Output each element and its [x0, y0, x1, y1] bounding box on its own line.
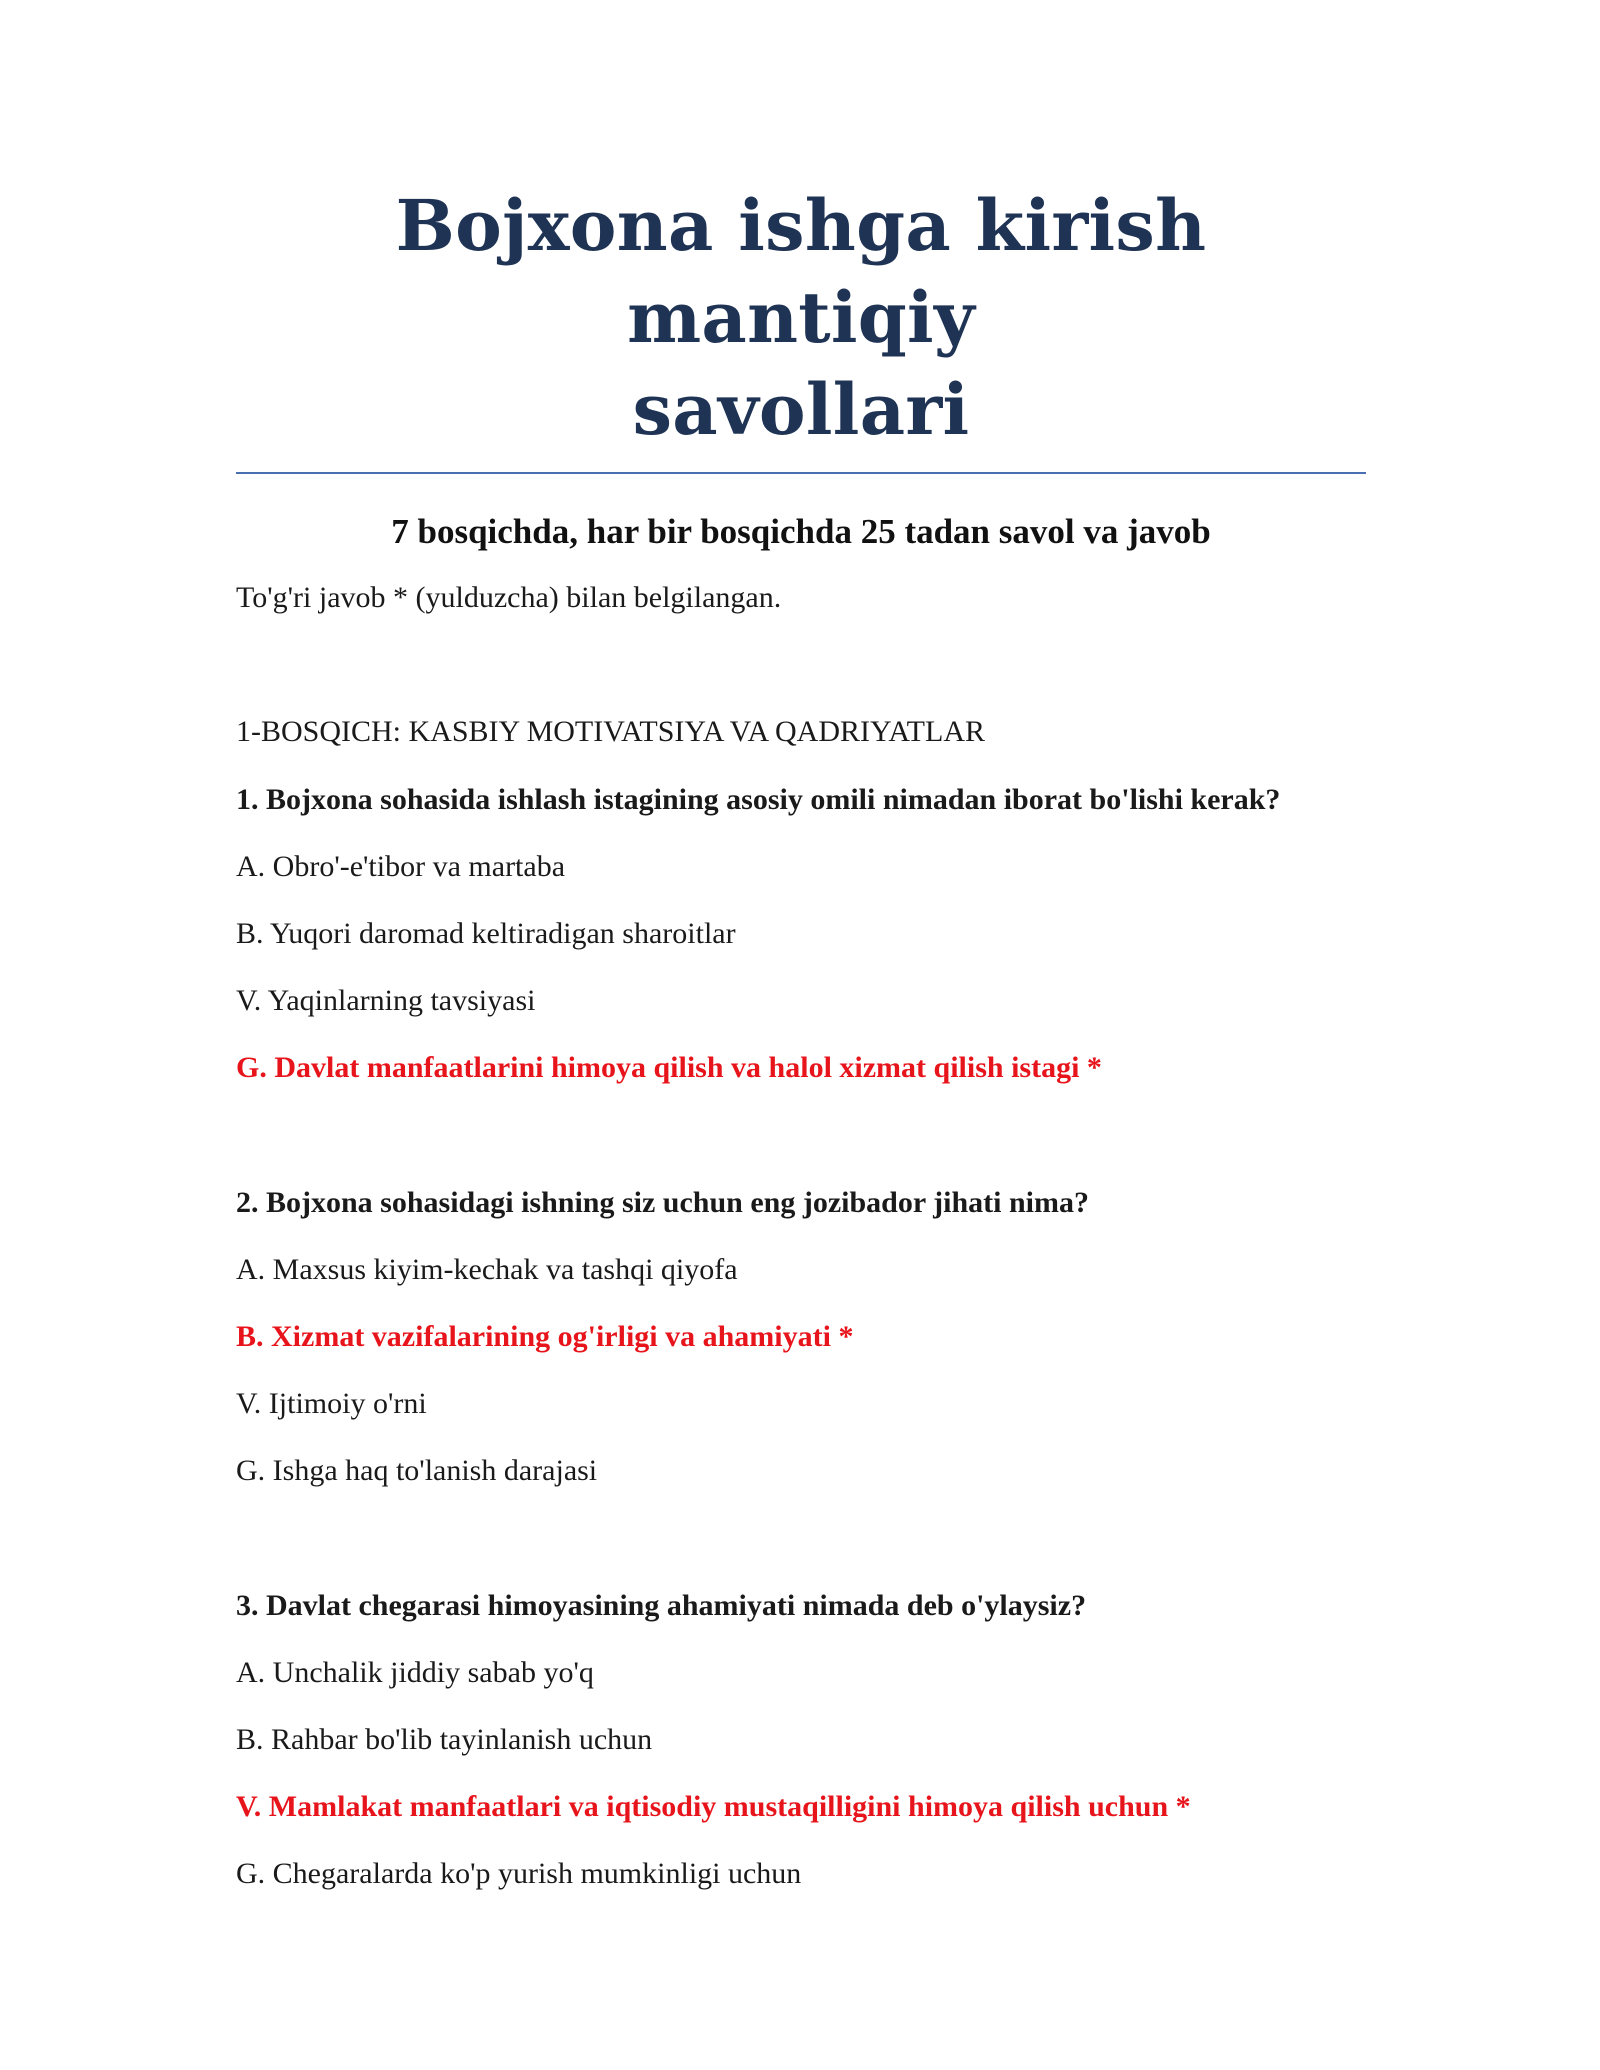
- document-page: [236, 180, 1366, 1894]
- answer-option: V. Ijtimoiy o'rni: [236, 1387, 427, 1420]
- question-text: 3. Davlat chegarasi himoyasining ahamiyati nimada deb o'ylaysiz?: [236, 1589, 1087, 1622]
- question-2: [236, 1183, 1366, 1491]
- correct-answer-option: V. Mamlakat manfaatlari va iqtisodiy mustaqilligini himoya qilish uchun *: [236, 1790, 1191, 1823]
- answer-option: B. Rahbar bo'lib tayinlanish uchun: [236, 1723, 653, 1756]
- answer-option: V. Yaqinlarning tavsiyasi: [236, 984, 536, 1017]
- question-3: [236, 1586, 1366, 1894]
- correct-answer-option: B. Xizmat vazifalarining og'irligi va ahamiyati *: [236, 1320, 854, 1353]
- page-title: [236, 180, 1366, 456]
- question-text: 1. Bojxona sohasida ishlash istagining asosiy omili nimadan iborat bo'lishi kerak?: [236, 783, 1281, 816]
- answer-option: A. Maxsus kiyim-kechak va tashqi qiyofa: [236, 1253, 738, 1286]
- question-1: [236, 780, 1366, 1088]
- answer-option: G. Chegaralarda ko'p yurish mumkinligi uchun: [236, 1857, 802, 1890]
- answer-option: G. Ishga haq to'lanish darajasi: [236, 1454, 598, 1487]
- correct-answer-option: G. Davlat manfaatlarini himoya qilish va halol xizmat qilish istagi *: [236, 1051, 1102, 1084]
- title-divider: [236, 472, 1366, 474]
- answer-note: To'g'ri javob * (yulduzcha) bilan belgilangan.: [236, 581, 782, 614]
- title-line-2: savollari: [632, 368, 970, 451]
- answer-option: A. Unchalik jiddiy sabab yo'q: [236, 1656, 594, 1689]
- question-text: 2. Bojxona sohasidagi ishning siz uchun eng jozibador jihati nima?: [236, 1186, 1089, 1219]
- subtitle: 7 bosqichda, har bir bosqichda 25 tadan savol va javob: [391, 512, 1211, 551]
- answer-option: A. Obro'-e'tibor va martaba: [236, 850, 566, 883]
- answer-option: B. Yuqori daromad keltiradigan sharoitlar: [236, 917, 736, 950]
- section-heading: 1-BOSQICH: KASBIY MOTIVATSIYA VA QADRIYATLAR: [236, 715, 985, 748]
- title-line-1: Bojxona ishga kirish mantiqiy: [395, 184, 1207, 359]
